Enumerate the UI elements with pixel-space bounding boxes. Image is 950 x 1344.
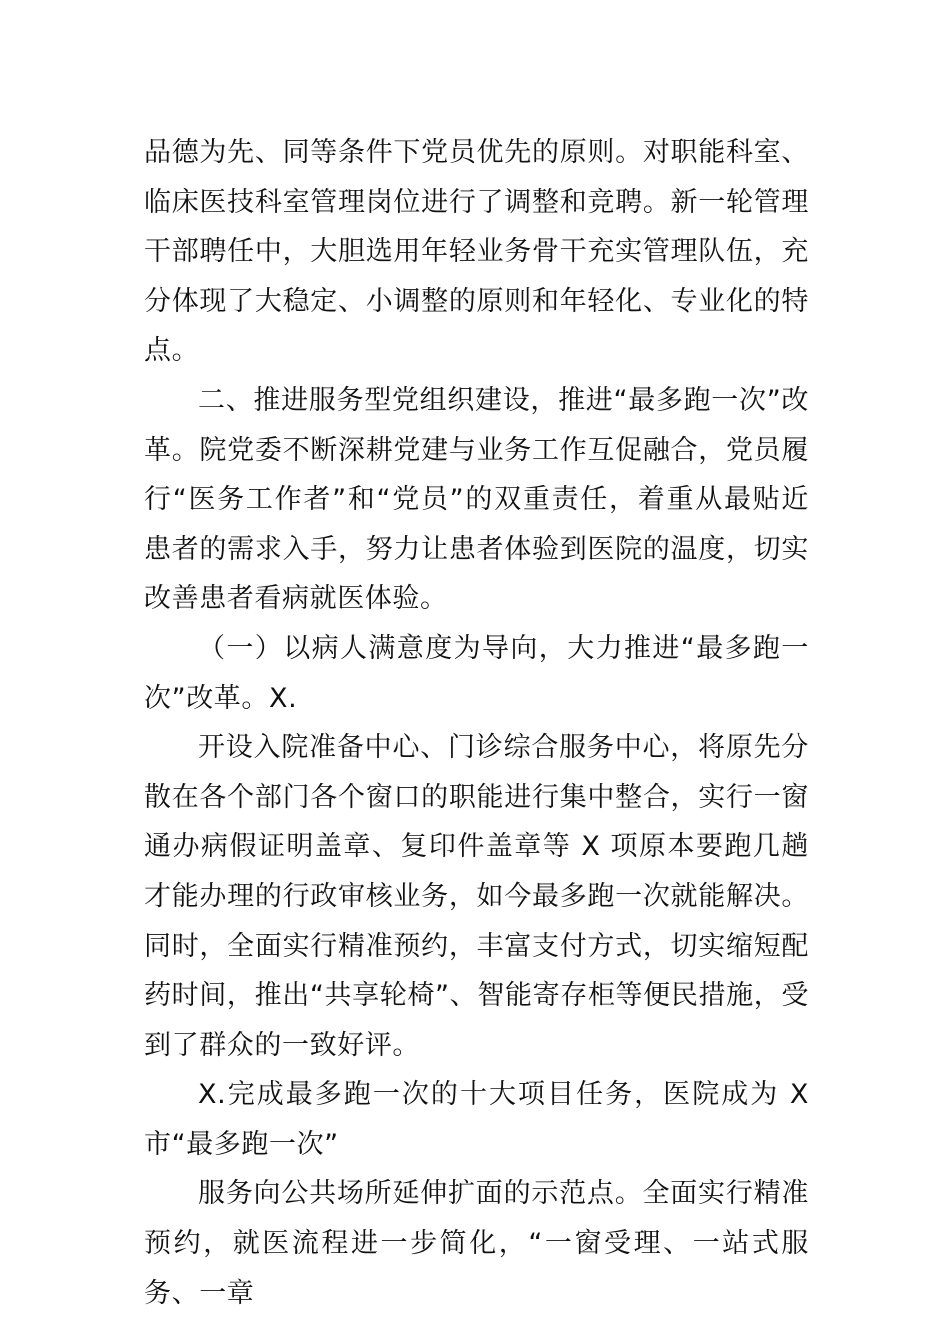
paragraph-1: 品德为先、同等条件下党员优先的原则。对职能科室、临床医技科室管理岗位进行了调整和竞聘。新一轮管理干部聘任中，大胆选用年轻业务骨干充实管理队伍，充分体现了大稳定、小调整的原则和年轻化、专业化的特点。 <box>144 137 809 367</box>
document-body <box>144 128 809 1318</box>
paragraph-3: （一）以病人满意度为导向，大力推进“最多跑一次”改革。X. <box>144 632 809 714</box>
paragraph-4: 开设入院准备中心、门诊综合服务中心，将原先分散在各个部门各个窗口的职能进行集中整合，实行一窗通办病假证明盖章、复印件盖章等 X 项原本要跑几趟才能办理的行政审核业务，如今最多跑一次就能解决。同时，全面实行精准预约，丰富支付方式，切实缩短配药时间，推出“共享轮椅”、智能寄存柜等便民措施，受到了群众的一致好评。 <box>144 732 809 1061</box>
paragraph-2: 二、推进服务型党组织建设，推进“最多跑一次”改革。院党委不断深耕党建与业务工作互促融合，党员履行“医务工作者”和“党员”的双重责任，着重从最贴近患者的需求入手，努力让患者体验到医院的温度，切实改善患者看病就医体验。 <box>144 384 809 615</box>
paragraph-6: 服务向公共场所延伸扩面的示范点。全面实行精准预约，就医流程进一步简化，“一窗受理、一站式服务、一章 <box>144 1178 809 1309</box>
paragraph-5: X.完成最多跑一次的十大项目任务，医院成为 X 市“最多跑一次” <box>144 1079 809 1160</box>
